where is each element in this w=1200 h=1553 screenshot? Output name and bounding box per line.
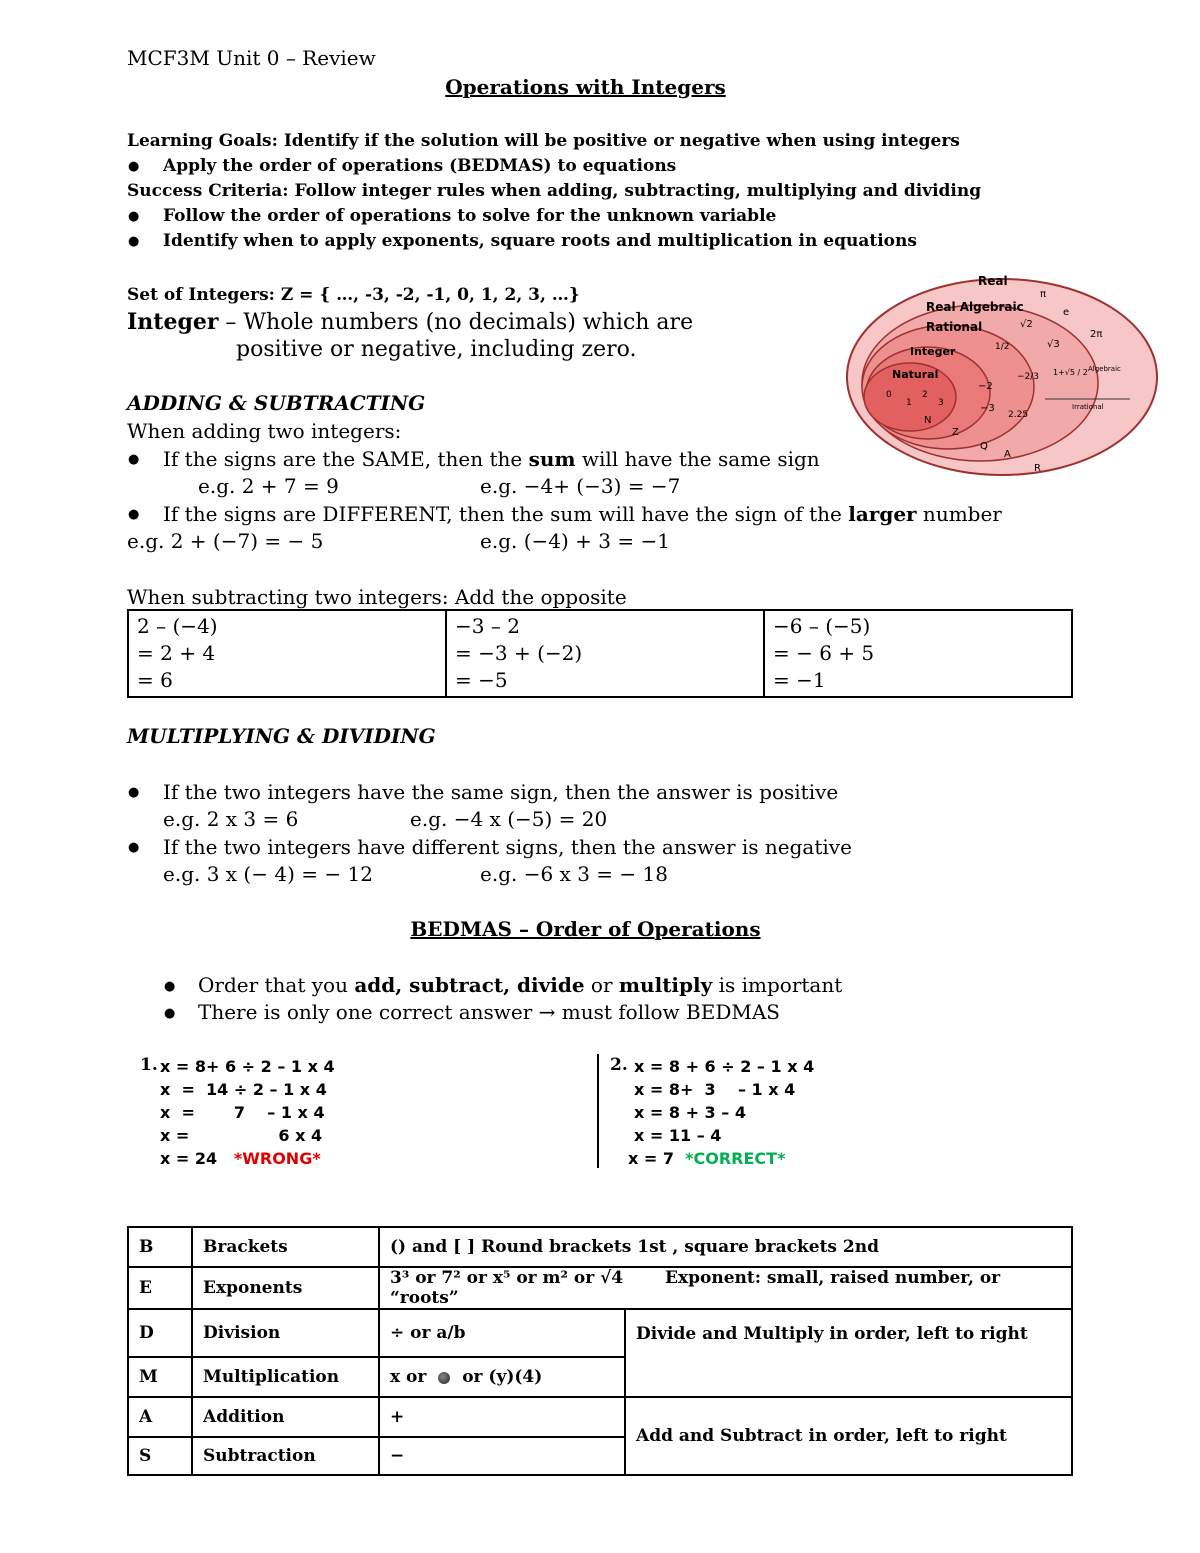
row-description: −	[379, 1437, 625, 1475]
bullet-icon: ●	[128, 209, 140, 224]
bullet-icon: ●	[128, 234, 140, 249]
example: e.g. 2 x 3 = 6	[163, 807, 299, 831]
svg-text:Z: Z	[952, 427, 959, 438]
subtraction-examples-table	[127, 609, 1073, 698]
success-criteria-bullet: Identify when to apply exponents, square roots and multiplication in equations	[163, 231, 917, 251]
example: e.g. 3 x (− 4) = − 12	[163, 862, 373, 886]
bedmas-example-1: x = 8+ 6 ÷ 2 – 1 x 4 x = 14 ÷ 2 – 1 x 4 x = 7 – 1 x 4 x = 6 x 4 x = 24 *WRONG*	[160, 1057, 335, 1168]
svg-text:1: 1	[906, 398, 912, 408]
bullet-icon: ●	[164, 1006, 176, 1021]
table-row	[128, 1267, 1072, 1309]
multiplying-heading: MULTIPLYING & DIVIDING	[127, 724, 436, 748]
row-letter: E	[128, 1267, 192, 1309]
svg-text:1+√5 / 2: 1+√5 / 2	[1053, 368, 1088, 377]
svg-text:−2: −2	[978, 381, 993, 392]
svg-text:2: 2	[922, 390, 928, 400]
rule-different-sign: If the two integers have different signs, then the answer is negative	[163, 835, 852, 859]
svg-text:2.25: 2.25	[1008, 410, 1029, 420]
bedmas-bullet: Order that you add, subtract, divide or multiply is important	[198, 973, 843, 997]
row-name: Division	[192, 1309, 379, 1357]
example: e.g. −4 x (−5) = 20	[410, 807, 608, 831]
svg-text:−3: −3	[980, 403, 995, 414]
svg-text:2π: 2π	[1090, 329, 1103, 340]
row-letter: A	[128, 1397, 192, 1437]
label-rational: Rational	[926, 320, 983, 334]
row-letter: S	[128, 1437, 192, 1475]
dot-icon	[438, 1372, 450, 1384]
row-letter: M	[128, 1357, 192, 1397]
row-name: Brackets	[192, 1227, 379, 1267]
example-number: 1.	[140, 1055, 158, 1075]
success-criteria-bullet: Follow the order of operations to solve for the unknown variable	[163, 206, 777, 226]
learning-goals: Learning Goals: Identify if the solution will be positive or negative when using integers	[127, 131, 960, 151]
integer-definition-line2: positive or negative, including zero.	[236, 337, 637, 362]
subtracting-intro: When subtracting two integers: Add the opposite	[127, 585, 627, 609]
rule-same-sign: If the two integers have the same sign, then the answer is positive	[163, 780, 839, 804]
table-row	[128, 1309, 1072, 1357]
label-natural: Natural	[892, 368, 939, 381]
svg-text:0: 0	[886, 390, 892, 400]
rule-different-sign: If the signs are DIFFERENT, then the sum will have the sign of the larger number	[163, 502, 1002, 526]
label-real-algebraic: Real Algebraic	[926, 300, 1024, 314]
svg-text:1/2: 1/2	[995, 342, 1010, 352]
row-letter: B	[128, 1227, 192, 1267]
bullet-icon: ●	[128, 507, 140, 522]
example: e.g. 2 + 7 = 9	[198, 474, 339, 498]
doc-header: MCF3M Unit 0 – Review	[127, 46, 376, 70]
number-sets-diagram	[840, 265, 1170, 485]
svg-text:−2/3: −2/3	[1017, 372, 1040, 382]
subtraction-example-cell: 2 – (−4) = 2 + 4 = 6	[128, 610, 446, 697]
svg-text:Irrational: Irrational	[1072, 403, 1104, 411]
svg-text:e: e	[1063, 307, 1070, 318]
svg-text:π: π	[1040, 289, 1047, 300]
page-title: Operations with Integers	[445, 75, 726, 99]
row-name: Multiplication	[192, 1357, 379, 1397]
row-name: Exponents	[192, 1267, 379, 1309]
row-description: ÷ or a/b	[379, 1309, 625, 1357]
correct-label: *CORRECT*	[685, 1149, 786, 1168]
example: e.g. −4+ (−3) = −7	[480, 474, 681, 498]
subtraction-example-cell: −6 – (−5) = − 6 + 5 = −1	[764, 610, 1072, 697]
table-row	[128, 1397, 1072, 1437]
subtraction-example-cell: −3 – 2 = −3 + (−2) = −5	[446, 610, 764, 697]
bullet-icon: ●	[164, 979, 176, 994]
dm-note: Divide and Multiply in order, left to right	[625, 1309, 1072, 1397]
label-integer: Integer	[910, 345, 956, 358]
row-description: () and [ ] Round brackets 1st , square brackets 2nd	[379, 1227, 1072, 1267]
table-row	[128, 1227, 1072, 1267]
row-description: x or or (y)(4)	[379, 1357, 625, 1397]
example: e.g. −6 x 3 = − 18	[480, 862, 668, 886]
bullet-icon: ●	[128, 159, 140, 174]
bullet-icon: ●	[128, 452, 140, 467]
bullet-icon: ●	[128, 840, 140, 855]
bedmas-heading: BEDMAS – Order of Operations	[410, 917, 761, 941]
bedmas-table	[127, 1226, 1073, 1476]
wrong-label: *WRONG*	[233, 1149, 321, 1168]
bedmas-example-2: x = 8 + 6 ÷ 2 – 1 x 4 x = 8+ 3 – 1 x 4 x = 8 + 3 – 4 x = 11 – 4 x = 7 *CORRECT*	[628, 1057, 815, 1168]
svg-text:A: A	[1004, 449, 1011, 460]
row-name: Subtraction	[192, 1437, 379, 1475]
svg-text:√3: √3	[1047, 339, 1060, 350]
integers-set: Set of Integers: Z = { …, -3, -2, -1, 0, 1, 2, 3, …}	[127, 285, 580, 305]
example-divider	[597, 1054, 599, 1168]
integer-definition: Integer – Whole numbers (no decimals) which are	[127, 309, 694, 335]
adding-intro: When adding two integers:	[127, 419, 402, 443]
learning-goal-bullet: Apply the order of operations (BEDMAS) to equations	[163, 156, 677, 176]
svg-text:Algebraic: Algebraic	[1088, 365, 1121, 373]
success-criteria: Success Criteria: Follow integer rules when adding, subtracting, multiplying and dividing	[127, 181, 982, 201]
svg-text:R: R	[1034, 463, 1041, 474]
svg-text:3: 3	[938, 398, 944, 408]
row-description: 3³ or 7² or x⁵ or m² or √4 Exponent: small, raised number, or “roots”	[379, 1267, 1072, 1309]
row-name: Addition	[192, 1397, 379, 1437]
label-real: Real	[978, 274, 1008, 288]
row-letter: D	[128, 1309, 192, 1357]
rule-same-sign: If the signs are the SAME, then the sum will have the same sign	[163, 447, 820, 471]
as-note: Add and Subtract in order, left to right	[625, 1397, 1072, 1475]
svg-text:N: N	[924, 415, 932, 426]
example: e.g. (−4) + 3 = −1	[480, 529, 670, 553]
svg-text:Q: Q	[980, 441, 988, 452]
bullet-icon: ●	[128, 785, 140, 800]
adding-heading: ADDING & SUBTRACTING	[127, 391, 426, 415]
row-description: +	[379, 1397, 625, 1437]
example-number: 2.	[610, 1055, 628, 1075]
svg-text:√2: √2	[1020, 319, 1033, 330]
bedmas-bullet: There is only one correct answer → must follow BEDMAS	[198, 1000, 780, 1024]
example: e.g. 2 + (−7) = − 5	[127, 529, 324, 553]
